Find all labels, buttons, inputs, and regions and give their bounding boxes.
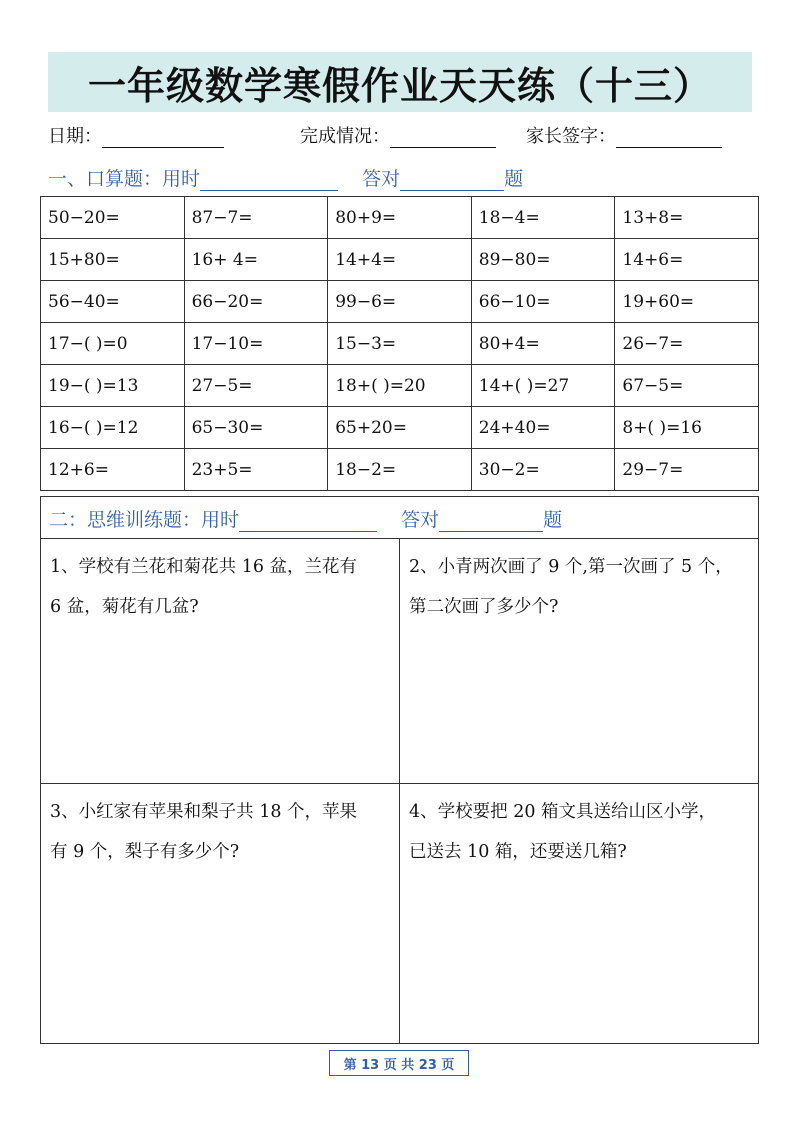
table-row	[41, 449, 759, 491]
problem-4[interactable]	[400, 784, 758, 1043]
calc-cell: 14+( )=27	[471, 365, 615, 407]
problem-2-line1: 2、小青两次画了 9 个,第一次画了 5 个，	[409, 557, 733, 577]
parent-signature-field	[526, 122, 722, 148]
section1-time-blank[interactable]	[200, 172, 338, 191]
calc-cell: 14+4=	[328, 239, 472, 281]
parent-signature-label: 家长签字：	[526, 126, 616, 147]
calc-cell: 67−5=	[615, 365, 759, 407]
problem-2[interactable]	[400, 539, 758, 783]
table-row	[41, 197, 759, 239]
date-blank[interactable]	[102, 129, 224, 148]
calc-cell: 29−7=	[615, 449, 759, 491]
title-banner	[48, 52, 752, 112]
problem-3[interactable]	[41, 784, 399, 1043]
calc-cell: 66−10=	[471, 281, 615, 323]
problem-1-line2: 6 盆，菊花有几盆?	[50, 597, 199, 617]
calc-cell: 8+( )=16	[615, 407, 759, 449]
table-row	[41, 281, 759, 323]
calc-cell: 65−30=	[184, 407, 328, 449]
calc-cell: 99−6=	[328, 281, 472, 323]
calc-cell: 18+( )=20	[328, 365, 472, 407]
completion-label: 完成情况：	[300, 126, 390, 147]
calc-cell: 12+6=	[41, 449, 185, 491]
section1-label: 一、口算题：用时	[48, 168, 201, 190]
problem-1-line1: 1、学校有兰花和菊花共 16 盆，兰花有	[50, 557, 358, 577]
section2-correct-blank[interactable]	[439, 513, 543, 532]
section2-correct-label: 答对	[401, 509, 440, 531]
completion-field	[300, 122, 496, 148]
date-label: 日期：	[48, 126, 102, 147]
section2-row	[41, 497, 758, 539]
completion-blank[interactable]	[390, 129, 496, 148]
calc-cell: 14+6=	[615, 239, 759, 281]
calc-cell: 27−5=	[184, 365, 328, 407]
section1-correct-blank[interactable]	[400, 172, 504, 191]
section1-correct-label: 答对	[362, 168, 401, 190]
calc-cell: 66−20=	[184, 281, 328, 323]
page-number: 第 13 页 共 23 页	[329, 1050, 469, 1076]
section2-unit: 题	[543, 509, 563, 531]
info-row	[48, 122, 752, 152]
calc-cell: 89−80=	[471, 239, 615, 281]
calc-cell: 87−7=	[184, 197, 328, 239]
page-title: 一年级数学寒假作业天天练（十三）	[87, 63, 712, 108]
calc-cell: 65+20=	[328, 407, 472, 449]
calc-cell: 16+ 4=	[184, 239, 328, 281]
problem-3-line2: 有 9 个，梨子有多少个?	[50, 842, 240, 862]
calc-cell: 17−10=	[184, 323, 328, 365]
date-field	[48, 122, 224, 148]
calc-cell: 50−20=	[41, 197, 185, 239]
section1-unit: 题	[504, 168, 524, 190]
calc-cell: 19+60=	[615, 281, 759, 323]
calc-cell: 30−2=	[471, 449, 615, 491]
calc-cell: 19−( )=13	[41, 365, 185, 407]
problem-4-line1: 4、学校要把 20 箱文具送给山区小学，	[409, 802, 717, 822]
calc-cell: 15−3=	[328, 323, 472, 365]
section2-header	[49, 505, 562, 532]
table-row	[41, 239, 759, 281]
problem-1[interactable]	[41, 539, 399, 783]
table-row	[41, 407, 759, 449]
parent-signature-blank[interactable]	[616, 129, 722, 148]
section2-time-blank[interactable]	[239, 513, 377, 532]
calc-cell: 17−( )=0	[41, 323, 185, 365]
table-row	[41, 323, 759, 365]
calc-cell: 13+8=	[615, 197, 759, 239]
word-problems-box	[40, 496, 759, 1044]
calc-cell: 23+5=	[184, 449, 328, 491]
problem-4-line2: 已送去 10 箱，还要送几箱?	[409, 842, 627, 862]
problem-3-line1: 3、小红家有苹果和梨子共 18 个，苹果	[50, 802, 358, 822]
calc-table	[40, 196, 759, 491]
calc-cell: 16−( )=12	[41, 407, 185, 449]
section2-label: 二：思维训练题：用时	[49, 509, 240, 531]
calc-cell: 18−4=	[471, 197, 615, 239]
calc-cell: 80+4=	[471, 323, 615, 365]
calc-cell: 18−2=	[328, 449, 472, 491]
calc-cell: 24+40=	[471, 407, 615, 449]
calc-cell: 26−7=	[615, 323, 759, 365]
calc-cell: 15+80=	[41, 239, 185, 281]
calc-cell: 56−40=	[41, 281, 185, 323]
table-row	[41, 365, 759, 407]
problem-2-line2: 第二次画了多少个?	[409, 597, 559, 617]
section1-header	[48, 164, 523, 191]
calc-cell: 80+9=	[328, 197, 472, 239]
